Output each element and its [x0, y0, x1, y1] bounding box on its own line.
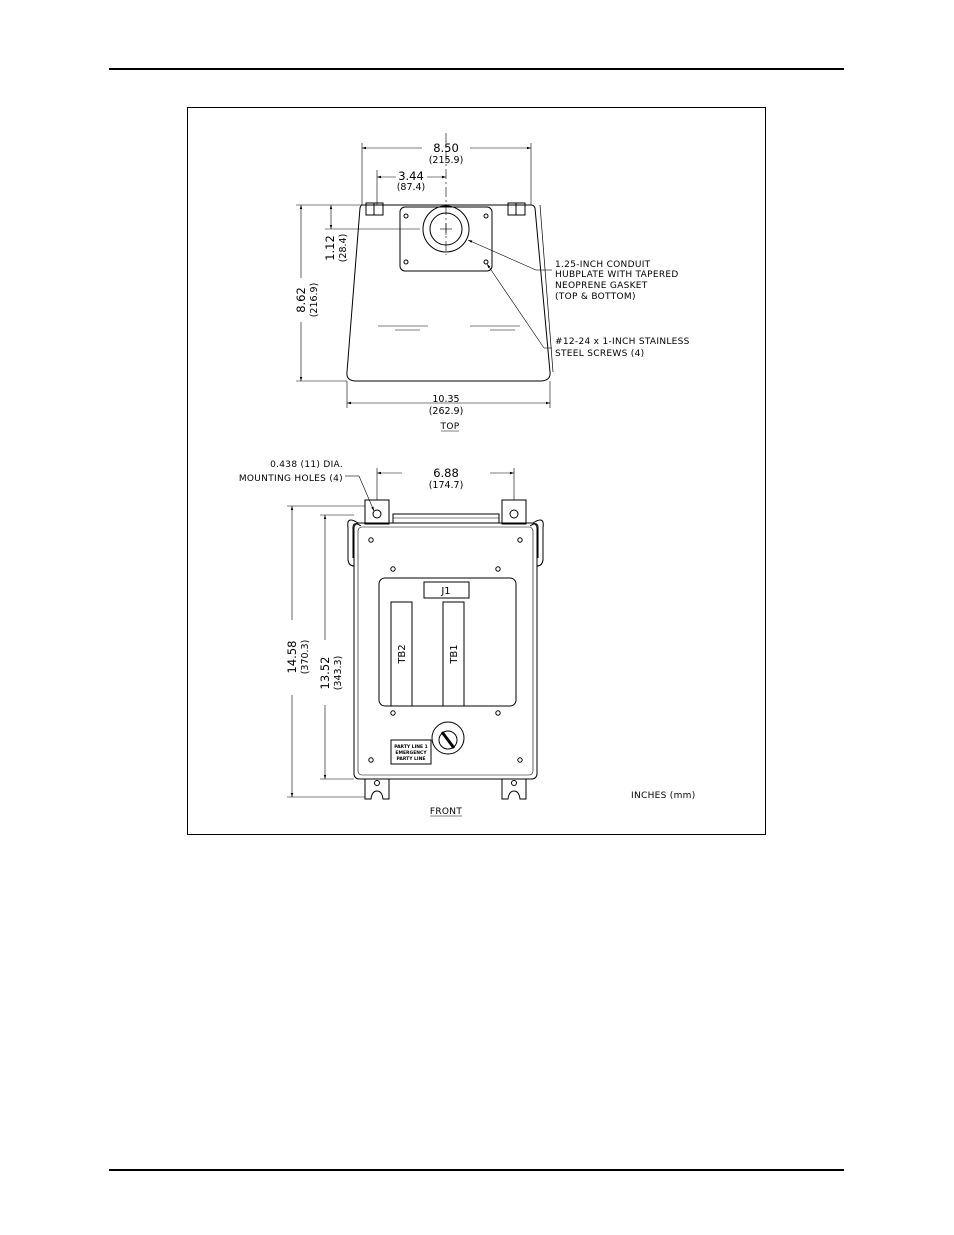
mount-tab-bottom-left	[365, 779, 389, 799]
base-width-mm: (262.9)	[428, 406, 464, 417]
mounting-hole-top-right	[510, 510, 518, 518]
connector-j1-label: J1	[441, 586, 451, 597]
terminal-block-tb2-label: TB2	[397, 644, 408, 664]
switch-label-line-3: PARTY LINE	[396, 757, 426, 762]
screws-note-line-2: STEEL SCREWS (4)	[555, 349, 645, 359]
switch-label-line-2: EMERGENCY	[395, 751, 427, 756]
hubplate-note-line-4: (TOP & BOTTOM)	[555, 292, 636, 302]
base-width-dim: 10.35	[432, 394, 460, 405]
conduit-depth-mm: (28.4)	[338, 233, 349, 263]
hubplate-note-line-1: 1.25-INCH CONDUIT	[555, 260, 651, 270]
switch-label-line-1: PARTY LINE 1	[394, 745, 428, 750]
mounting-hole-top-left	[373, 510, 381, 518]
mounting-holes-note-line-2: MOUNTING HOLES (4)	[238, 474, 343, 484]
hinge-strip	[393, 514, 499, 523]
top-view	[296, 133, 553, 431]
conduit-offset-mm: (87.4)	[396, 182, 426, 193]
height-body-dim: 13.52	[318, 656, 332, 690]
screw-1	[404, 214, 408, 218]
height-overall-mm: (370.3)	[300, 639, 311, 675]
inner-panel	[379, 578, 516, 706]
screw-2	[484, 214, 488, 218]
units-note: INCHES (mm)	[631, 791, 696, 801]
front-view	[287, 468, 543, 816]
screw-4	[484, 260, 488, 264]
height-overall-dim: 14.58	[285, 640, 299, 674]
top-view-outline	[347, 205, 550, 381]
hubplate-note-line-2: HUBPLATE WITH TAPERED	[555, 270, 679, 280]
depth-overall-mm: (216.9)	[309, 282, 320, 318]
width-overall-dim: 8.50	[433, 141, 459, 155]
mount-tab-top-right	[502, 500, 526, 524]
top-view-caption: TOP	[440, 422, 460, 432]
conduit-offset-dim: 3.44	[398, 169, 424, 183]
height-body-mm: (343.3)	[333, 655, 344, 691]
hole-spacing-mm: (174.7)	[428, 480, 464, 491]
mount-tab-top-left	[365, 500, 389, 524]
mount-tab-bottom-right	[502, 779, 526, 799]
screws-note-line-1: #12-24 x 1-INCH STAINLESS	[555, 337, 690, 347]
front-view-caption: FRONT	[429, 807, 463, 817]
enclosure-body	[354, 523, 537, 779]
hubplate-note-line-3: NEOPRENE GASKET	[555, 281, 648, 291]
depth-overall-dim: 8.62	[294, 287, 308, 313]
hubplate	[400, 207, 492, 271]
width-overall-mm: (215.9)	[428, 155, 464, 166]
conduit-depth-dim: 1.12	[323, 235, 337, 261]
hole-spacing-dim: 6.88	[433, 466, 459, 480]
screw-3	[404, 260, 408, 264]
terminal-block-tb1-label: TB1	[449, 644, 460, 664]
mounting-holes-note-line-1: 0.438 (11) DIA.	[270, 460, 343, 470]
